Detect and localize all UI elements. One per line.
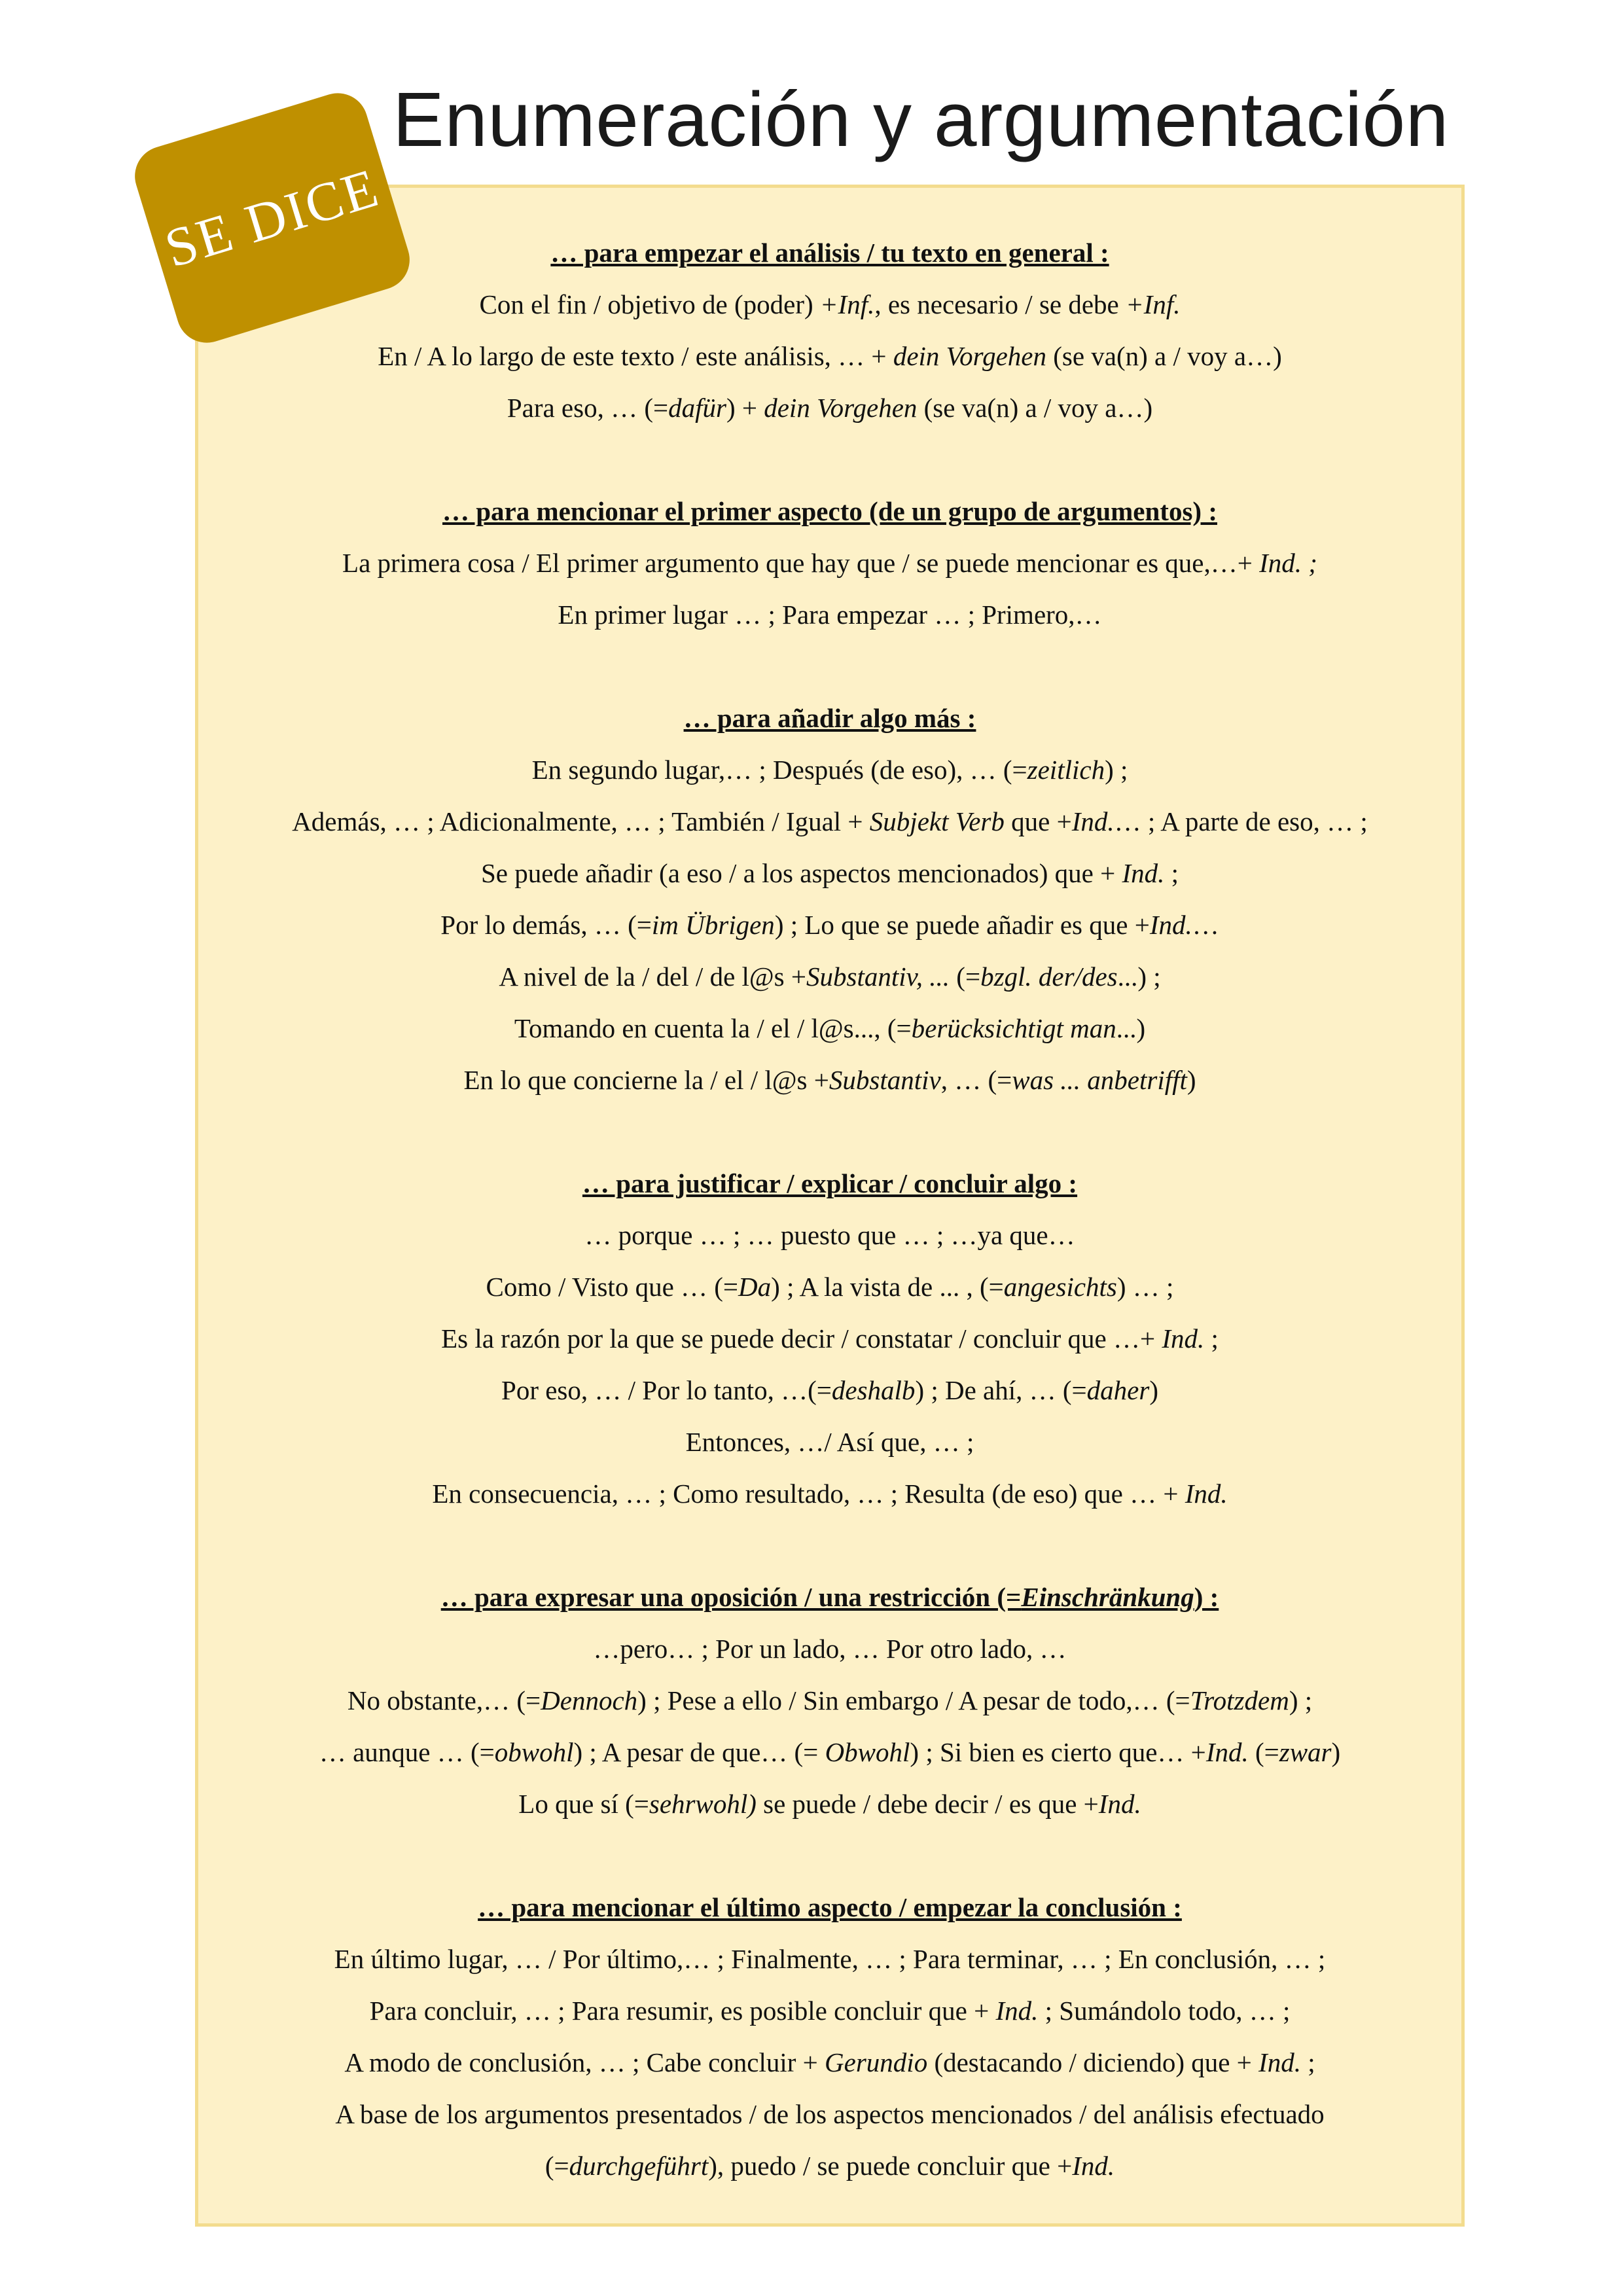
section-gap	[198, 641, 1461, 692]
phrase-line: A base de los argumentos presentados / de los aspectos mencionados / del análisis efectuado	[335, 2099, 1325, 2129]
phrase-line: A nivel de la / del / de l@s +Substantiv, ... (=bzgl. der/des...) ;	[499, 961, 1161, 992]
phrase-line: Tomando en cuenta la / el / l@s..., (=berücksichtigt man...)	[514, 1013, 1146, 1043]
section-heading: … para empezar el análisis / tu texto en general :	[550, 238, 1109, 268]
section-heading: … para mencionar el primer aspecto (de un grupo de argumentos) :	[442, 496, 1217, 526]
phrase-line: En primer lugar … ; Para empezar … ; Primero,…	[558, 600, 1102, 630]
phrase-line: Por lo demás, … (=im Übrigen) ; Lo que se puede añadir es que +Ind.…	[440, 910, 1219, 940]
phrase-line: La primera cosa / El primer argumento que hay que / se puede mencionar es que,…+ Ind. ;	[342, 548, 1317, 578]
phrase-line: Con el fin / objetivo de (poder) +Inf., es necesario / se debe +Inf.	[479, 289, 1181, 319]
phrase-line: A modo de conclusión, … ; Cabe concluir + Gerundio (destacando / diciendo) que + Ind. ;	[344, 2047, 1315, 2077]
phrase-line: Entonces, …/ Así que, … ;	[685, 1427, 974, 1457]
phrase-line: Además, … ; Adicionalmente, … ; También / Igual + Subjekt Verb que +Ind.… ; A parte de eso, … ;	[292, 806, 1368, 836]
phrase-line: En lo que concierne la / el / l@s +Substantiv, … (=was ... anbetrifft)	[463, 1065, 1196, 1095]
phrase-line: En / A lo largo de este texto / este análisis, … + dein Vorgehen (se va(n) a / voy a…)	[378, 341, 1282, 371]
phrase-line: Lo que sí (=sehrwohl) se puede / debe decir / es que +Ind.	[518, 1789, 1141, 1819]
content-panel	[195, 185, 1465, 2227]
phrase-line: … aunque … (=obwohl) ; A pesar de que… (= Obwohl) ; Si bien es cierto que… +Ind. (=zwar)	[319, 1737, 1341, 1767]
phrase-line: …pero… ; Por un lado, … Por otro lado, …	[593, 1634, 1067, 1664]
section-gap	[198, 1106, 1461, 1158]
section-gap	[198, 1830, 1461, 1882]
phrase-line: Para concluir, … ; Para resumir, es posible concluir que + Ind. ; Sumándolo todo, … ;	[369, 1996, 1291, 2026]
phrase-line: En consecuencia, … ; Como resultado, … ; Resulta (de eso) que … + Ind.	[432, 1479, 1228, 1509]
phrase-line: Como / Visto que … (=Da) ; A la vista de ... , (=angesichts) … ;	[486, 1272, 1174, 1302]
phrase-line: En último lugar, … / Por último,… ; Finalmente, … ; Para terminar, … ; En conclusión, … ;	[334, 1944, 1326, 1974]
page-title: Enumeración y argumentación	[393, 77, 1449, 163]
section-heading: … para añadir algo más :	[683, 703, 976, 733]
section-heading: … para mencionar el último aspecto / empezar la conclusión :	[478, 1892, 1182, 1922]
phrase-line: Para eso, … (=dafür) + dein Vorgehen (se va(n) a / voy a…)	[507, 393, 1153, 423]
phrase-list	[198, 227, 1461, 2192]
phrase-line: Se puede añadir (a eso / a los aspectos mencionados) que + Ind. ;	[480, 858, 1179, 888]
section-gap	[198, 1520, 1461, 1571]
phrase-line: … porque … ; … puesto que … ; …ya que…	[584, 1220, 1075, 1250]
phrase-line: Por eso, … / Por lo tanto, …(=deshalb) ; De ahí, … (=daher)	[501, 1375, 1158, 1405]
phrase-line: (=durchgeführt), puedo / se puede concluir que +Ind.	[544, 2151, 1115, 2181]
section-gap	[198, 434, 1461, 486]
section-heading: … para expresar una oposición / una restricción (=Einschränkung) :	[440, 1582, 1219, 1612]
phrase-line: En segundo lugar,… ; Después (de eso), … (=zeitlich) ;	[531, 755, 1128, 785]
section-heading: … para justificar / explicar / concluir algo :	[582, 1168, 1078, 1198]
phrase-line: Es la razón por la que se puede decir / constatar / concluir que …+ Ind. ;	[441, 1323, 1219, 1354]
phrase-line: No obstante,… (=Dennoch) ; Pese a ello / Sin embargo / A pesar de todo,… (=Trotzdem) ;	[347, 1685, 1313, 1715]
badge-label: SE DICE	[158, 156, 387, 279]
